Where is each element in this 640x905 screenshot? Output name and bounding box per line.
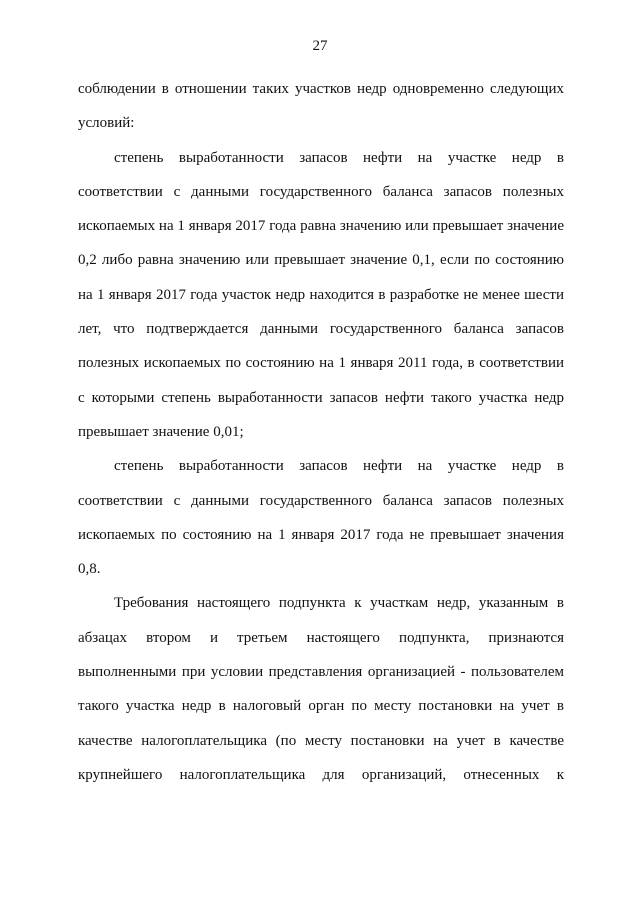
paragraph-requirements: Требования настоящего подпункта к участкам недр, указанным в абзацах втором и третьем настоящего подпункта, признаются выполненными при условии представления организацией - пользователем такого участка недр в налоговый орган по месту постановки на учет в качестве налогоплательщика (по месту постановки на учет в качестве крупнейшего налогоплательщика для организаций, отнесенных к [78, 595, 564, 783]
page-number: 27 [312, 38, 328, 54]
paragraph-continuation: соблюдении в отношении таких участков недр одновременно следующих условий: [78, 81, 564, 132]
document-body [78, 72, 564, 792]
paragraph-depletion-condition-1: степень выработанности запасов нефти на участке недр в соответствии с данными государственного баланса запасов полезных ископаемых на 1 января 2017 года равна значению или превышает значение 0,2 либо равна значению или превышает значение 0,1, если по состоянию на 1 января 2017 года участок недр находится в разработке не менее шести лет, что подтверждается данными государственного баланса запасов полезных ископаемых по состоянию на 1 января 2011 года, в соответствии с которыми степень выработанности запасов нефти такого участка недр превышает значение 0,01; [78, 149, 564, 440]
paragraph-depletion-condition-2: степень выработанности запасов нефти на участке недр в соответствии с данными государственного баланса запасов полезных ископаемых по состоянию на 1 января 2017 года не превышает значения 0,8. [78, 458, 564, 578]
